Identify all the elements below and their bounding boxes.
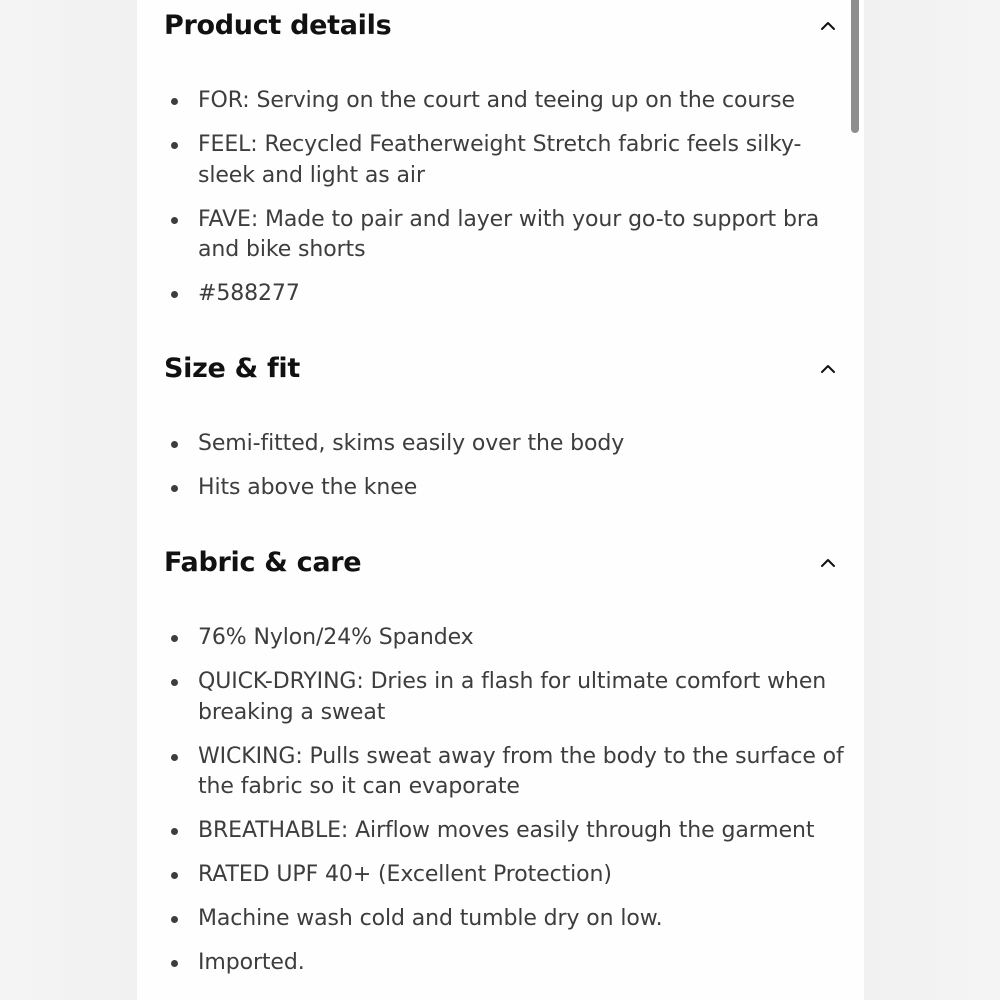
- list-item-text: FOR: Serving on the court and teeing up on the course: [198, 88, 795, 113]
- list-item-text: Semi-fitted, skims easily over the body: [198, 431, 625, 456]
- list-item: [137, 205, 864, 266]
- chevron-up-icon[interactable]: [819, 554, 837, 572]
- list-item: [137, 86, 864, 117]
- list-item-text: 76% Nylon/24% Spandex: [198, 625, 474, 650]
- list-item-text: BREATHABLE: Airflow moves easily through the garment: [198, 818, 815, 843]
- product-details-title: Product details: [164, 10, 392, 41]
- list-item: [137, 279, 864, 310]
- list-item: [137, 667, 864, 728]
- bullet-dot: [171, 828, 178, 835]
- product-info-panel[interactable]: [137, 0, 864, 1000]
- list-item: [137, 904, 864, 935]
- bullet-dot: [171, 872, 178, 879]
- product-details-list: [137, 86, 864, 323]
- bullet-dot: [171, 441, 178, 448]
- fabric-care-title: Fabric & care: [164, 547, 362, 578]
- bullet-dot: [171, 291, 178, 298]
- list-item: [137, 623, 864, 654]
- list-item: [137, 948, 864, 979]
- list-item: [137, 429, 864, 460]
- list-item-text: FEEL: Recycled Featherweight Stretch fabric feels silky-sleek and light as air: [198, 132, 802, 188]
- list-item-text: Machine wash cold and tumble dry on low.: [198, 906, 663, 931]
- chevron-up-icon[interactable]: [819, 360, 837, 378]
- chevron-up-icon[interactable]: [819, 17, 837, 35]
- left-backdrop: [0, 0, 137, 1000]
- right-backdrop: [864, 0, 1000, 1000]
- size-fit-accordion-header[interactable]: [137, 343, 864, 395]
- list-item-text: RATED UPF 40+ (Excellent Protection): [198, 862, 612, 887]
- list-item-text: FAVE: Made to pair and layer with your go-to support bra and bike shorts: [198, 206, 820, 262]
- list-item: [137, 816, 864, 847]
- size-fit-title: Size & fit: [164, 353, 300, 384]
- list-item-text: #588277: [198, 281, 300, 306]
- list-item-text: QUICK-DRYING: Dries in a flash for ultimate comfort when breaking a sweat: [198, 669, 827, 725]
- bullet-dot: [171, 635, 178, 642]
- size-fit-list: [137, 429, 864, 517]
- product-details-accordion-header[interactable]: [137, 0, 864, 52]
- scrollbar-thumb[interactable]: [851, 0, 859, 133]
- fabric-care-accordion-header[interactable]: [137, 537, 864, 589]
- bullet-dot: [171, 142, 178, 149]
- bullet-dot: [171, 754, 178, 761]
- list-item: [137, 860, 864, 891]
- bullet-dot: [171, 960, 178, 967]
- list-item-text: WICKING: Pulls sweat away from the body to the surface of the fabric so it can evaporate: [198, 743, 844, 799]
- bullet-dot: [171, 485, 178, 492]
- list-item: [137, 742, 864, 803]
- bullet-dot: [171, 217, 178, 224]
- bullet-dot: [171, 98, 178, 105]
- fabric-care-list: [137, 623, 864, 992]
- list-item-text: Imported.: [198, 950, 305, 975]
- list-item: [137, 130, 864, 191]
- bullet-dot: [171, 679, 178, 686]
- list-item-text: Hits above the knee: [198, 475, 418, 500]
- list-item: [137, 473, 864, 504]
- bullet-dot: [171, 916, 178, 923]
